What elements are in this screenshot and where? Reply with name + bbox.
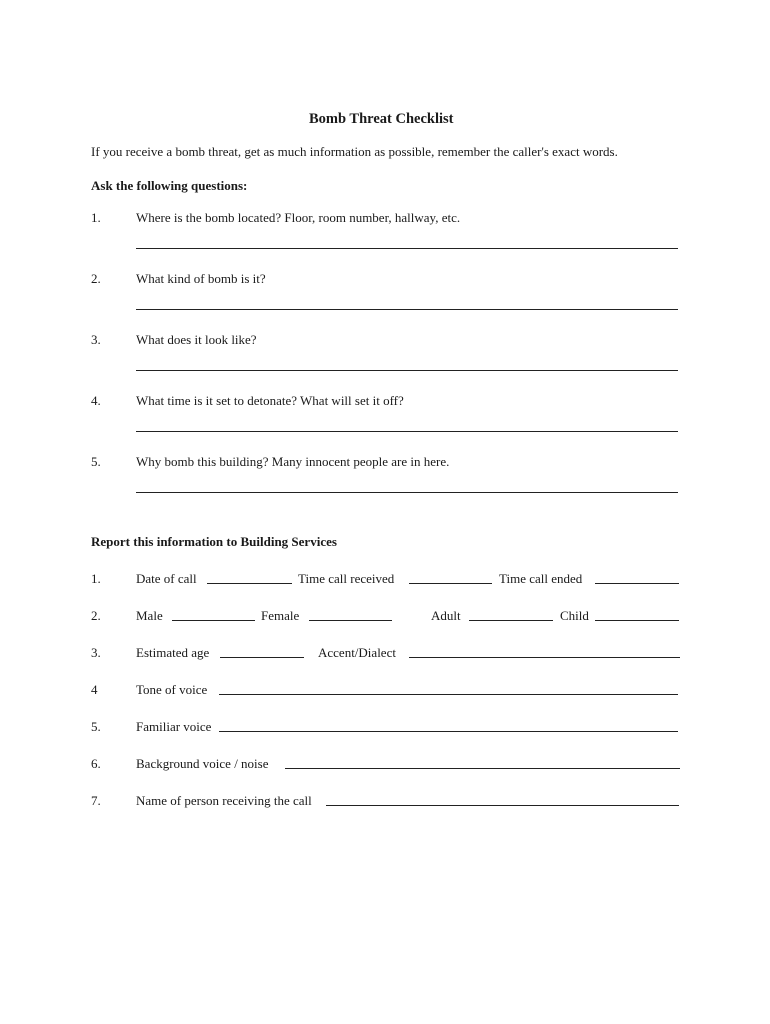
- answer-line[interactable]: [136, 431, 678, 432]
- time-ended-label: Time call ended: [499, 571, 583, 586]
- female-field[interactable]: [309, 620, 392, 621]
- question-text: What kind of bomb is it?: [136, 271, 266, 286]
- questions-heading: Ask the following questions:: [91, 178, 248, 193]
- intro-text: If you receive a bomb threat, get as much information as possible, remember the caller's exact words.: [91, 144, 618, 159]
- child-label: Child: [560, 608, 589, 623]
- question-text: What time is it set to detonate? What will set it off?: [136, 393, 404, 408]
- row-number: 6.: [91, 756, 101, 771]
- time-received-label: Time call received: [298, 571, 395, 586]
- female-label: Female: [261, 608, 300, 623]
- row-number: 5.: [91, 719, 101, 734]
- estimated-age-label: Estimated age: [136, 645, 210, 660]
- question-text: Why bomb this building? Many innocent people are in here.: [136, 454, 450, 469]
- answer-line[interactable]: [136, 309, 678, 310]
- answer-line[interactable]: [136, 248, 678, 249]
- male-field[interactable]: [172, 620, 255, 621]
- familiar-voice-field[interactable]: [219, 731, 678, 732]
- question-text: What does it look like?: [136, 332, 257, 347]
- row-number: 1.: [91, 571, 101, 586]
- row-number: 4: [91, 682, 98, 697]
- date-of-call-field[interactable]: [207, 583, 292, 584]
- answer-line[interactable]: [136, 370, 678, 371]
- familiar-voice-label: Familiar voice: [136, 719, 212, 734]
- child-field[interactable]: [595, 620, 679, 621]
- time-received-field[interactable]: [409, 583, 492, 584]
- question-number: 3.: [91, 332, 101, 347]
- question-text: Where is the bomb located? Floor, room number, hallway, etc.: [136, 210, 461, 225]
- question-number: 5.: [91, 454, 101, 469]
- question-number: 1.: [91, 210, 101, 225]
- receiver-name-label: Name of person receiving the call: [136, 793, 312, 808]
- male-label: Male: [136, 608, 163, 623]
- question-number: 2.: [91, 271, 101, 286]
- date-of-call-label: Date of call: [136, 571, 197, 586]
- report-heading: Report this information to Building Services: [91, 534, 337, 549]
- background-noise-field[interactable]: [285, 768, 680, 769]
- time-ended-field[interactable]: [595, 583, 679, 584]
- row-number: 7.: [91, 793, 101, 808]
- receiver-name-field[interactable]: [326, 805, 679, 806]
- answer-line[interactable]: [136, 492, 678, 493]
- estimated-age-field[interactable]: [220, 657, 304, 658]
- accent-dialect-label: Accent/Dialect: [318, 645, 396, 660]
- row-number: 2.: [91, 608, 101, 623]
- tone-of-voice-field[interactable]: [219, 694, 678, 695]
- tone-of-voice-label: Tone of voice: [136, 682, 208, 697]
- background-noise-label: Background voice / noise: [136, 756, 269, 771]
- row-number: 3.: [91, 645, 101, 660]
- adult-field[interactable]: [469, 620, 553, 621]
- adult-label: Adult: [431, 608, 461, 623]
- accent-dialect-field[interactable]: [409, 657, 680, 658]
- page-title: Bomb Threat Checklist: [309, 111, 454, 127]
- question-number: 4.: [91, 393, 101, 408]
